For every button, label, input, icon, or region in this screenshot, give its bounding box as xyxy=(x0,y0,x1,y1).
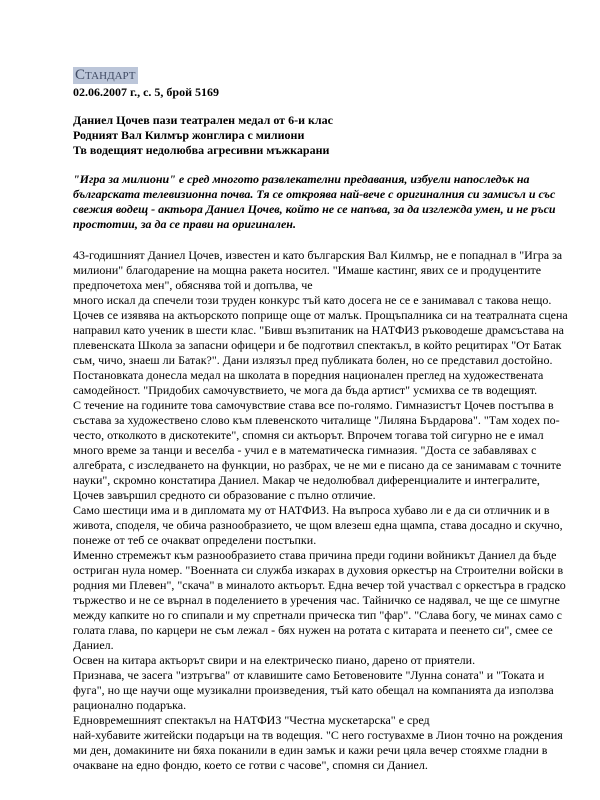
body-paragraph: Едновремешният спектакъл на НАТФИЗ "Честна мускетарска" е сред xyxy=(73,713,430,727)
article-body xyxy=(73,248,573,773)
source-line: 02.06.2007 г., с. 5, брой 5169 xyxy=(73,85,220,99)
body-paragraph: най-хубавите житейски подаръци на тв водещия. "С него гостувахме в Лион точно на рождения ми ден, домакините ни бяха поканили в един замък и кажи речи цяла вечер стояхме гладни в очакване на едно фондю, което се готви с часове", спомня си Даниел. xyxy=(73,728,563,772)
headline-3: Тв водещият недолюбва агресивни мъжкарани xyxy=(73,143,330,157)
body-paragraph: 43-годишният Даниел Цочев, известен и като българския Вал Килмър, не е попаднал в "Игра за милиони" благодарение на мощна ракета носител. "Имаше кастинг, явих се и продуцентите предпочетоха мен", обяснява той и допълва, че xyxy=(73,248,563,292)
publication-logo: Стандарт xyxy=(73,67,138,84)
article xyxy=(73,66,573,773)
body-paragraph: Освен на китара актьорът свири и на електрическо пиано, дарено от приятели. xyxy=(73,653,476,667)
body-paragraph: много искал да спечели този труден конкурс тъй като досега не се е занимавал с такова нещо. xyxy=(73,293,552,307)
lead-paragraph: "Игра за милиони" е сред многото развлекателни предавания, избуели напоследък на българската телевизионна почва. Тя се откроява най-вече с оригиналния си замисъл и със свежия водещ - актьора Даниел Цочев, който не се напъва, за да изглежда умен, и не ръси простотии, за да се прави на оригинален. xyxy=(73,172,556,231)
headline-1: Даниел Цочев пази театрален медал от 6-и клас xyxy=(73,113,333,127)
body-paragraph: Признава, че засега "изтръгва" от клавишите само Бетовеновите "Лунна соната" и "Токата и фуга", но ще научи още музикални произведения, тъй като обещал на компанията да използва рационално подаръка. xyxy=(73,668,554,712)
headline-2: Родният Вал Килмър жонглира с милиони xyxy=(73,128,305,142)
body-paragraph: С течение на годините това самочувствие става все по-голямо. Гимназистът Цочев постъпва в състава за художествено слово към плевенското читалище "Лиляна Бърдарова". "Там ходех по-често, отколкото в дискотеките", спомня си актьорът. Впрочем тогава той сигурно не е имал много време за танци и веселба - учил е в математическа гимназия. "Доста се забавлявах с алгебрата, с изследването на функции, но разбрах, че не ми е писано да се занимавам с точните науки", скромно констатира Даниел. Макар че недолюбвал диференциалите и интегралите, Цочев завършил средното си образование с пълно отличие. xyxy=(73,398,562,502)
headline-block xyxy=(73,113,573,158)
body-paragraph: Цочев се изявява на актьорското поприще още от малък. Прощъпалника си на театралната сцена направил като ученик в шести клас. "Бивш възпитаник на НАТФИЗ ръководеше драмсъстава на плевенската Школа за запасни офицери и бе подготвил спектакъл, в който рецитирах "От Батак съм, чичо, знаеш ли Батак?". Дани излязъл пред публиката болен, но се представил достойно. Постановката донесла медал на школата в поредния национален преглед на художествената самодейност. "Придобих самочувствието, че мога да бъда артист" усмихва се тв водещият. xyxy=(73,308,568,397)
body-paragraph: Именно стремежът към разнообразието става причина преди години войникът Даниел да бъде остриган нула номер. "Военната си служба изкарах в духовия оркестър на Строителни войски в родния ми Плевен", "скача" в миналото актьорът. Една вечер той участвал с оркестъра в градско тържество и не се върнал в поделението в уречения час. Тайничко се надявал, че ще се шмугне между капките но го спипали и му спретнали прическа тип "фар". "Слава богу, че минах само с голата глава, по карцери не съм лежал - бях нужен на ротата с китарата и пеенето си", смее се Даниел. xyxy=(73,548,566,652)
body-paragraph: Само шестици има и в дипломата му от НАТФИЗ. На въпроса хубаво ли е да си отличник и в живота, споделя, че обича разнообразието, че щом влезеш една щампа, става досадно и скучно, понеже от теб се очакват определени постъпки. xyxy=(73,503,563,547)
